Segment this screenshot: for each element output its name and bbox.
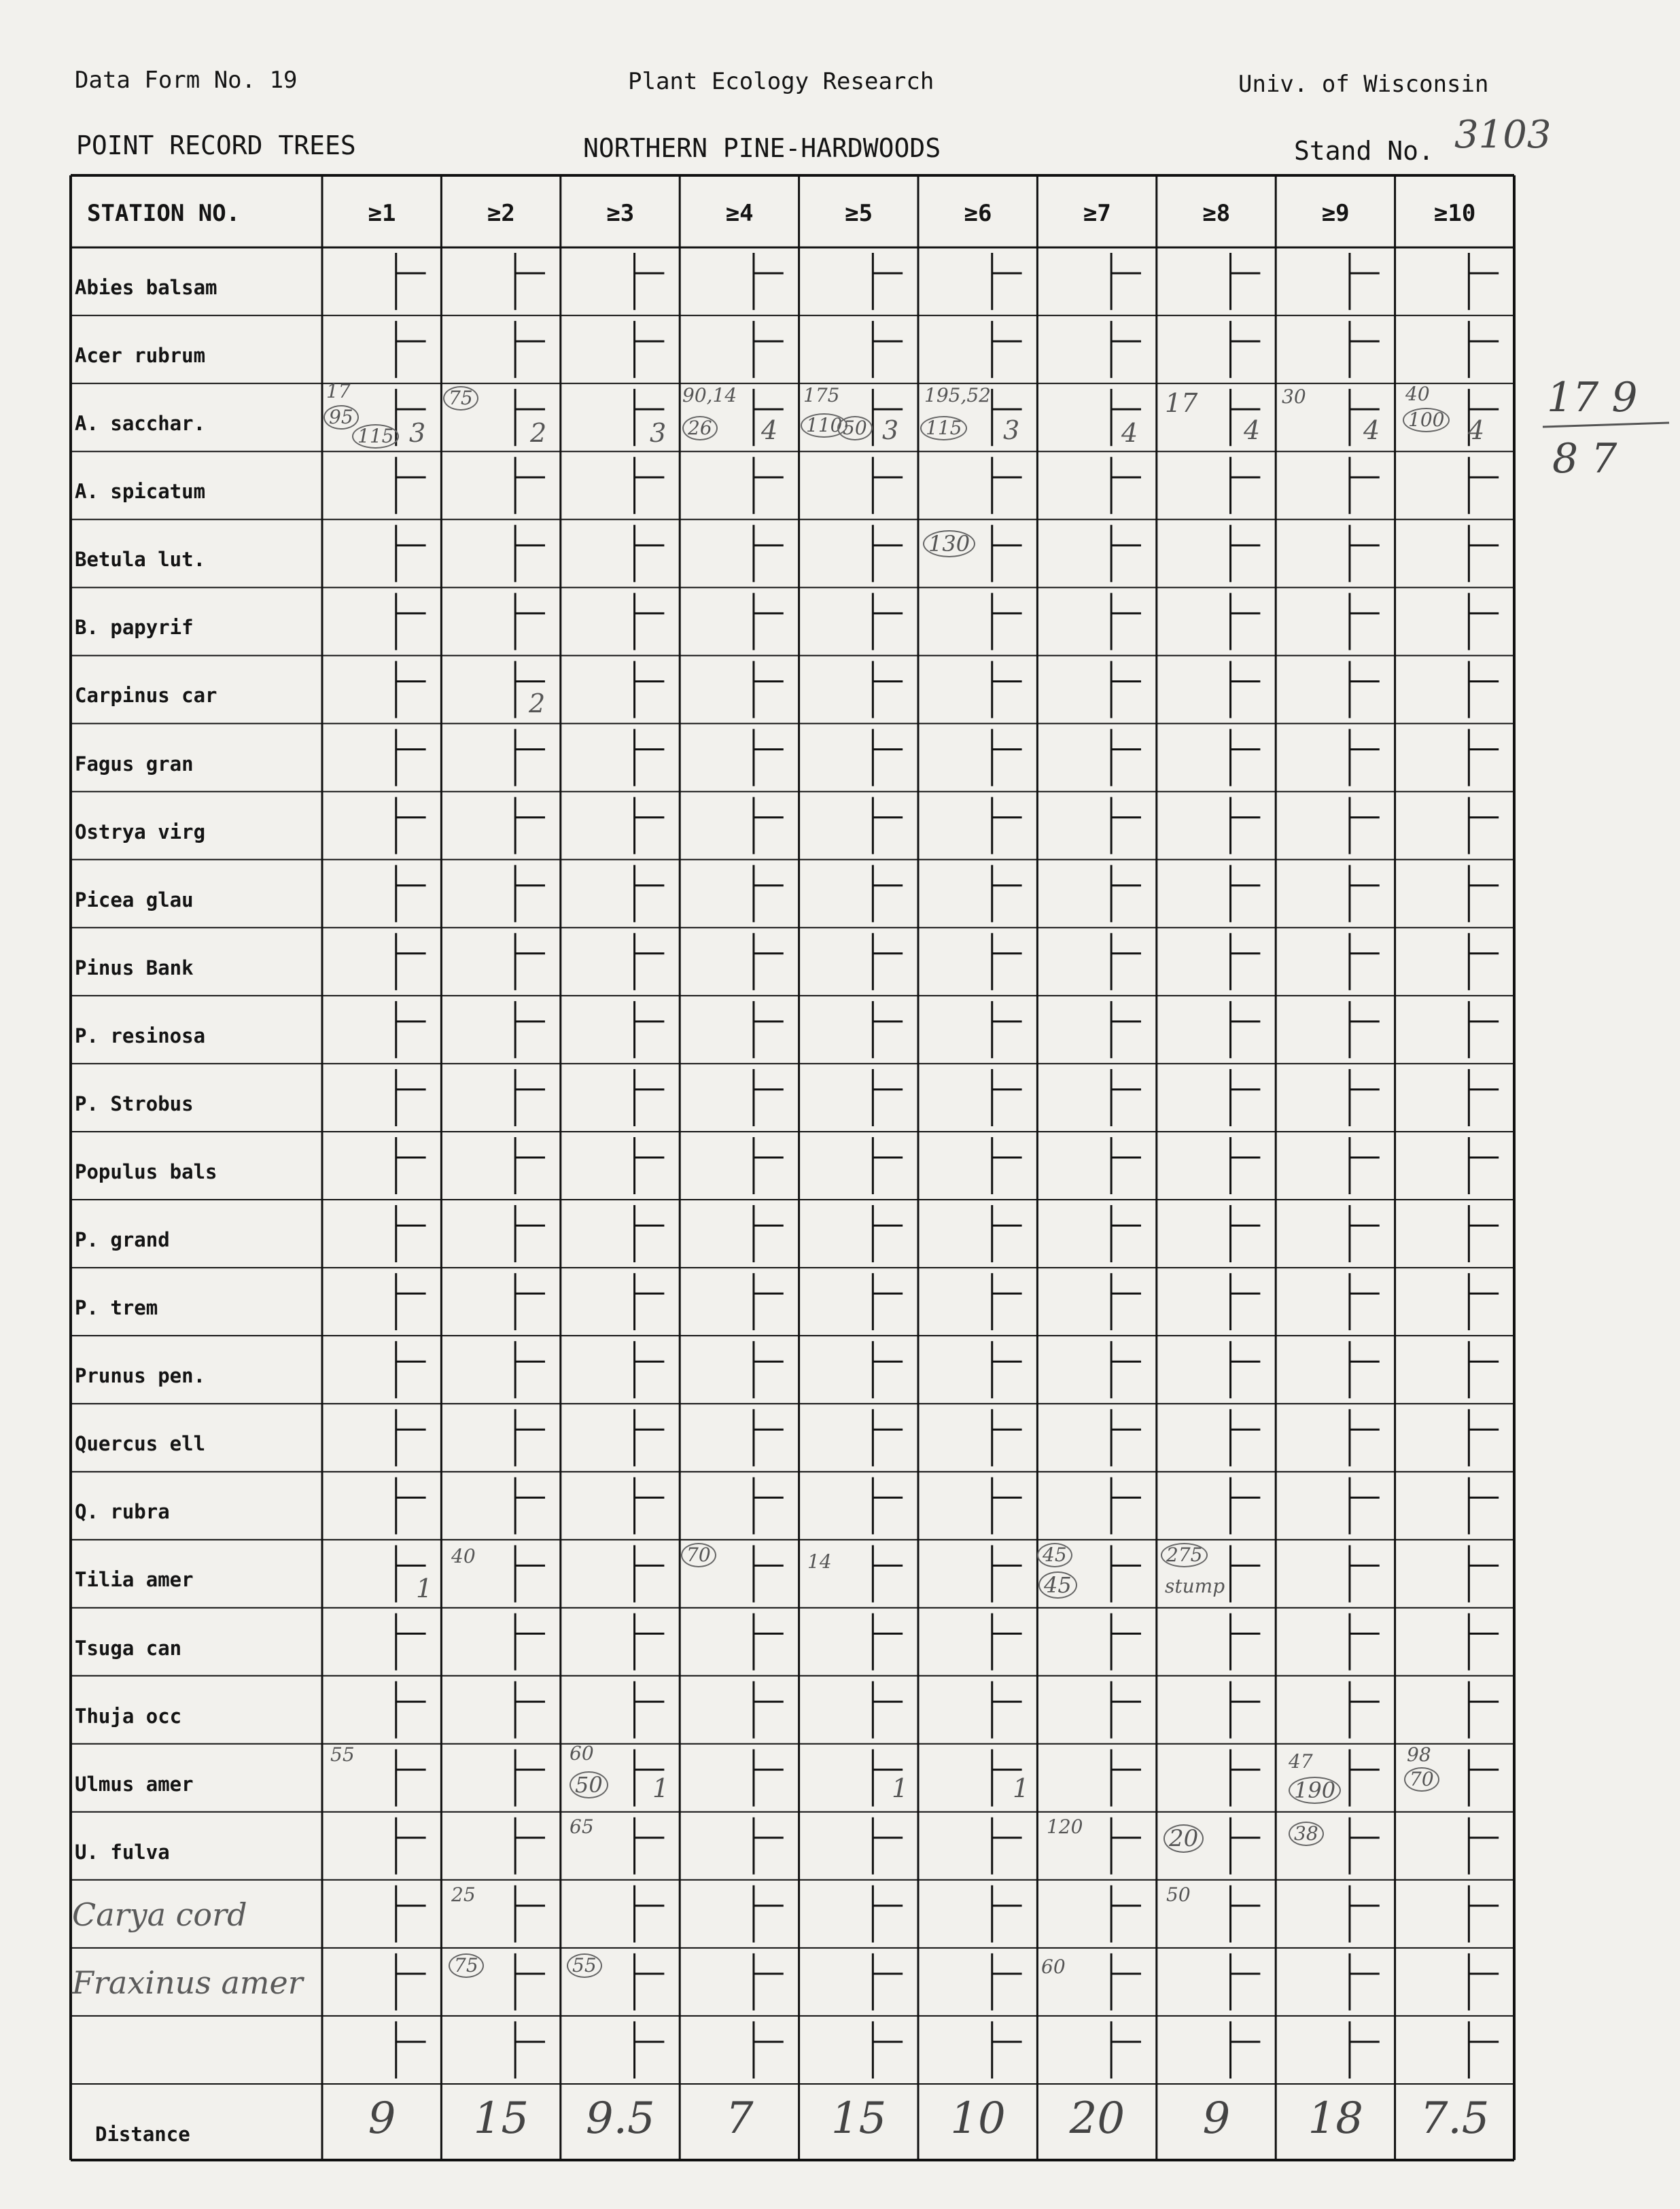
entry: 14 bbox=[807, 1550, 832, 1573]
entry: 17 bbox=[1165, 388, 1198, 418]
entry: 100 bbox=[1403, 408, 1450, 432]
entry: 45 bbox=[1038, 1571, 1077, 1599]
entry: 60 bbox=[570, 1742, 594, 1764]
entry: 95 bbox=[323, 405, 359, 430]
entry: 2 bbox=[530, 418, 547, 448]
species-label: P. Strobus bbox=[75, 1092, 194, 1115]
margin-note-bottom: 8 7 bbox=[1552, 435, 1617, 483]
entry: 75 bbox=[443, 386, 478, 411]
entry: 4 bbox=[1468, 415, 1485, 445]
species-label: B. papyrif bbox=[75, 616, 194, 640]
margin-fraction-line bbox=[1540, 420, 1676, 434]
entry: 275 bbox=[1161, 1543, 1208, 1567]
entry: 47 bbox=[1289, 1750, 1313, 1773]
university-name: Univ. of Wisconsin bbox=[1238, 71, 1489, 98]
species-label-handwritten: Fraxinus amer bbox=[72, 1964, 303, 2001]
species-label: Ulmus amer bbox=[75, 1772, 194, 1796]
distance-value: 20 bbox=[1069, 2093, 1125, 2144]
station-header-7: ≥7 bbox=[1083, 200, 1111, 227]
entry: 90,14 bbox=[682, 384, 737, 406]
species-label: Prunus pen. bbox=[75, 1364, 206, 1388]
entry: 4 bbox=[761, 415, 778, 445]
distance-value: 9.5 bbox=[585, 2093, 655, 2144]
entry: 4 bbox=[1121, 418, 1138, 448]
org-name: Plant Ecology Research bbox=[628, 68, 934, 95]
entry: 55 bbox=[567, 1953, 602, 1978]
forest-type: NORTHERN PINE-HARDWOODS bbox=[583, 133, 941, 163]
entry: 26 bbox=[682, 416, 718, 440]
distance-value: 7.5 bbox=[1420, 2093, 1490, 2144]
entry: 3 bbox=[650, 418, 667, 448]
entry: 75 bbox=[449, 1953, 484, 1978]
entry: 175 bbox=[803, 384, 840, 406]
species-label: P. grand bbox=[75, 1228, 170, 1252]
entry: 3 bbox=[1003, 415, 1020, 445]
entry: 1 bbox=[1013, 1773, 1030, 1803]
station-header-5: ≥5 bbox=[845, 200, 873, 227]
species-label: A. spicatum bbox=[75, 480, 206, 504]
stand-label: Stand No. bbox=[1294, 136, 1434, 166]
entry: 70 bbox=[681, 1543, 716, 1567]
entry: 115 bbox=[352, 424, 399, 449]
distance-value: 9 bbox=[368, 2093, 396, 2144]
stand-number: 3103 bbox=[1454, 113, 1552, 157]
entry: 40 bbox=[451, 1545, 476, 1567]
species-label: P. resinosa bbox=[75, 1024, 206, 1047]
entry: 17 bbox=[326, 380, 351, 402]
station-header-1: ≥1 bbox=[368, 200, 396, 227]
distance-value: 10 bbox=[950, 2093, 1006, 2144]
species-label-handwritten: Carya cord bbox=[72, 1896, 247, 1933]
entry: 2 bbox=[529, 689, 546, 718]
entry: 25 bbox=[451, 1883, 476, 1906]
entry: 65 bbox=[570, 1815, 594, 1838]
species-label: P. trem bbox=[75, 1296, 158, 1320]
distance-value: 18 bbox=[1308, 2093, 1363, 2144]
species-label: Thuja occ bbox=[75, 1704, 182, 1728]
species-label: Abies balsam bbox=[75, 276, 217, 300]
station-header-6: ≥6 bbox=[964, 200, 992, 227]
station-header-3: ≥3 bbox=[606, 200, 635, 227]
entry: 190 bbox=[1289, 1777, 1341, 1804]
entry: 130 bbox=[923, 530, 975, 557]
species-label: Quercus ell bbox=[75, 1432, 206, 1456]
species-label: Carpinus car bbox=[75, 684, 217, 708]
entry: 30 bbox=[1282, 385, 1306, 408]
distance-value: 15 bbox=[830, 2093, 887, 2144]
entry: 50 bbox=[837, 416, 873, 440]
species-label: Tsuga can bbox=[75, 1636, 182, 1660]
species-label: Populus bals bbox=[75, 1160, 217, 1183]
species-label: U. fulva bbox=[75, 1840, 170, 1864]
entry: stump bbox=[1165, 1575, 1225, 1597]
station-header-10: ≥10 bbox=[1433, 200, 1476, 227]
species-label: Acer rubrum bbox=[75, 344, 206, 368]
entry: 120 bbox=[1047, 1815, 1083, 1838]
species-label: Fagus gran bbox=[75, 752, 194, 776]
station-header-9: ≥9 bbox=[1321, 200, 1350, 227]
entry: 1 bbox=[892, 1773, 909, 1803]
station-header: STATION NO. bbox=[87, 200, 241, 227]
distance-value: 7 bbox=[725, 2093, 754, 2144]
species-label: Q. rubra bbox=[75, 1500, 170, 1524]
station-header-4: ≥4 bbox=[725, 200, 754, 227]
entry: 1 bbox=[652, 1773, 669, 1803]
station-header-2: ≥2 bbox=[487, 200, 515, 227]
entry: 4 bbox=[1244, 415, 1261, 445]
entry: 3 bbox=[409, 418, 426, 448]
species-label: Ostrya virg bbox=[75, 820, 206, 843]
species-label: Betula lut. bbox=[75, 548, 206, 572]
entry: 115 bbox=[920, 416, 967, 440]
entry: 45 bbox=[1037, 1543, 1072, 1567]
entry: 50 bbox=[570, 1771, 608, 1798]
form-title: POINT RECORD TREES bbox=[76, 131, 356, 160]
entry: 40 bbox=[1405, 383, 1430, 405]
entry: 60 bbox=[1041, 1955, 1066, 1978]
entry: 38 bbox=[1289, 1822, 1324, 1846]
entry: 70 bbox=[1404, 1767, 1439, 1792]
margin-note-top: 17 9 bbox=[1547, 374, 1638, 421]
species-label: A. sacchar. bbox=[75, 412, 206, 436]
entry: 20 bbox=[1163, 1824, 1204, 1853]
entry: 3 bbox=[882, 415, 899, 445]
species-label: Tilia amer bbox=[75, 1568, 194, 1592]
station-header-8: ≥8 bbox=[1202, 200, 1231, 227]
species-label: Pinus Bank bbox=[75, 956, 194, 979]
entry: 4 bbox=[1363, 415, 1380, 445]
distance-label: Distance bbox=[95, 2123, 190, 2146]
entry: 98 bbox=[1407, 1743, 1431, 1766]
entry: 55 bbox=[330, 1743, 355, 1766]
entry: 110 bbox=[801, 413, 847, 438]
entry: 50 bbox=[1166, 1883, 1191, 1906]
distance-value: 9 bbox=[1202, 2093, 1231, 2144]
distance-value: 15 bbox=[473, 2093, 529, 2144]
entry: 195,52 bbox=[924, 384, 991, 406]
form-number: Data Form No. 19 bbox=[75, 67, 298, 94]
entry: 1 bbox=[416, 1573, 433, 1603]
species-label: Picea glau bbox=[75, 888, 194, 911]
